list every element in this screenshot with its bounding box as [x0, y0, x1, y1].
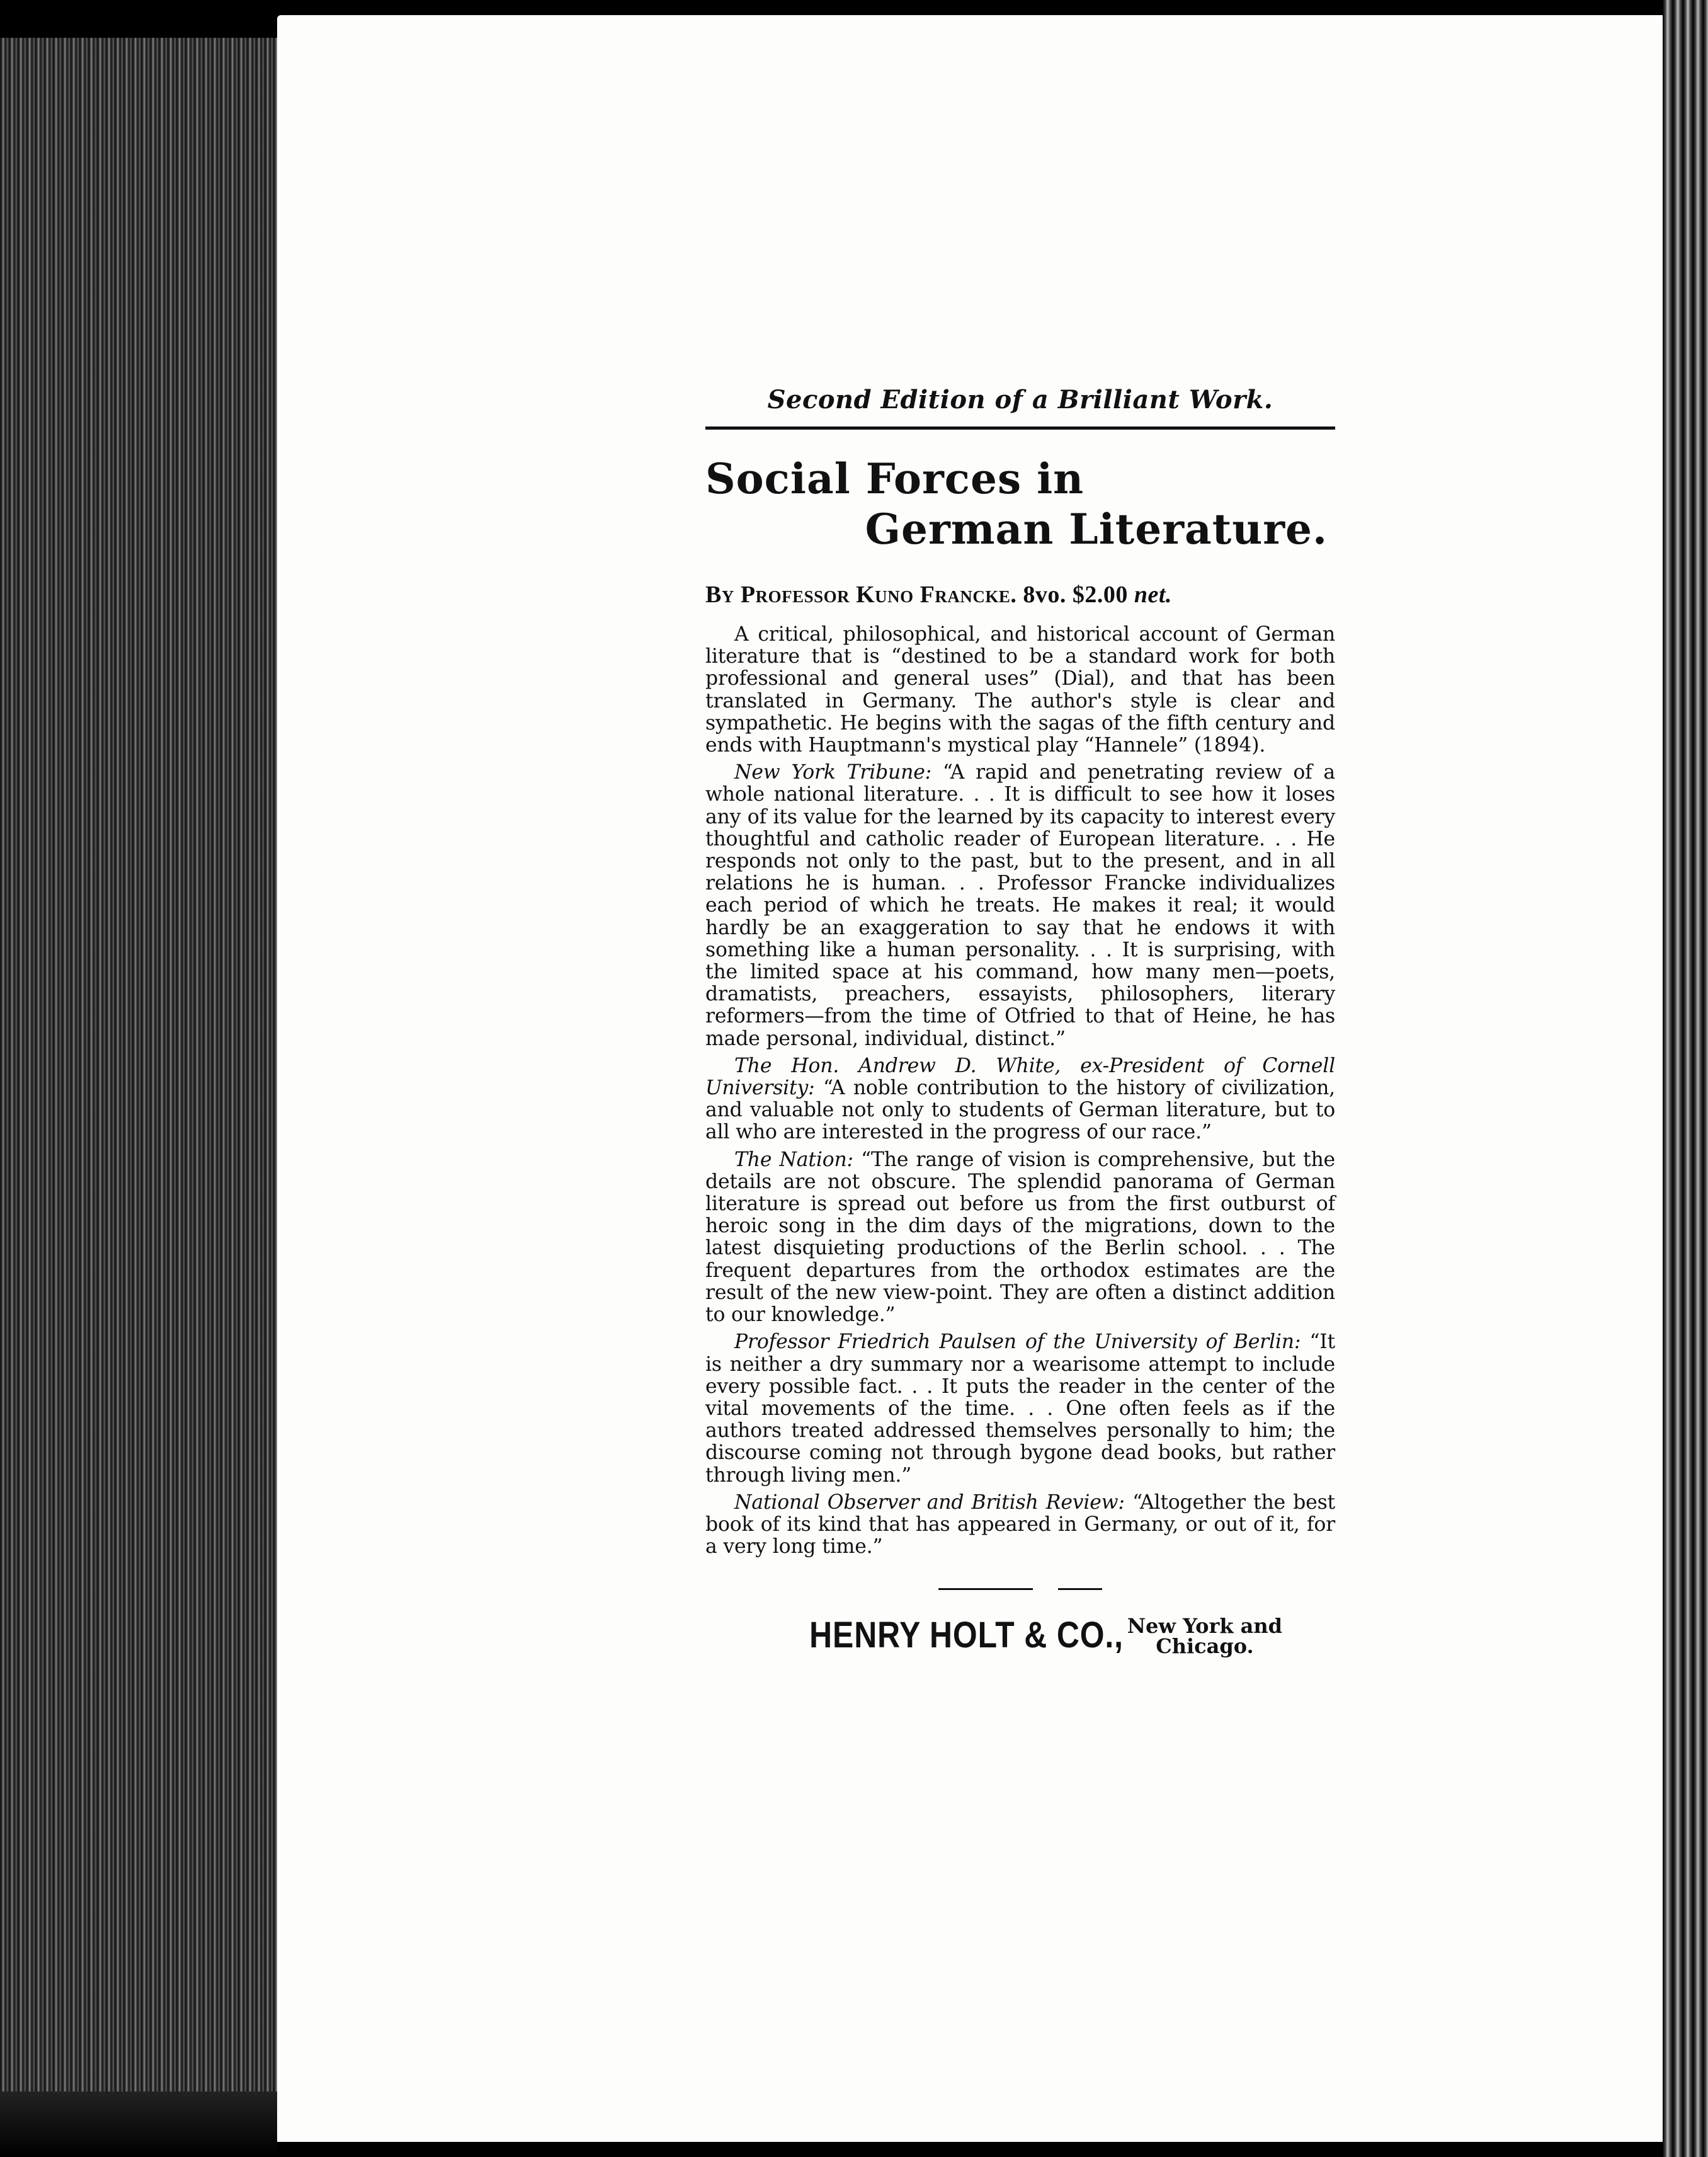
publisher-city [1127, 1614, 1283, 1659]
paragraph-review [705, 1055, 1335, 1144]
review-text: “It is neither a dry summary nor a wearisome attempt to include every possible fact. . . It puts the reader in the center of the vital movements of the time. . . One often feels as if the authors treated addressed themselves personally to him; the discourse coming not through bygone dead books, but rather through living men.” [705, 1330, 1335, 1487]
paragraph-description [705, 624, 1335, 757]
byline-author: Professor Kuno Francke. [740, 581, 1017, 608]
publisher-city-line2: Chicago. [1156, 1634, 1254, 1659]
paragraph-review [705, 1492, 1335, 1559]
book-page-edges [0, 0, 277, 2157]
publisher-city-line1: New York and [1127, 1614, 1283, 1639]
review-source: The Hon. Andrew D. White, ex-President of Cornell University: [705, 1054, 1335, 1100]
advertisement [705, 381, 1335, 1657]
edition-heading: Second Edition of a Brilliant Work. [767, 385, 1273, 415]
review-text: “The range of vision is comprehensive, but the details are not obscure. The splendid panorama of German literature is spread out before us from the first outburst of heroic song in the dim days of the migrations, down to the latest disquieting productions of the Berlin school. . . The frequent departures from the orthodox estimates are the result of the new view-point. They are often a distinct addition to our knowledge.” [705, 1148, 1335, 1327]
paragraph-review [705, 1331, 1335, 1486]
divider-rule [938, 1577, 1102, 1602]
review-source: National Observer and British Review: [734, 1490, 1125, 1514]
review-source: New York Tribune: [734, 761, 932, 784]
byline-prefix: By [705, 581, 734, 608]
book-edge-shadow-bottom [0, 2091, 277, 2157]
divider-long [938, 1588, 1033, 1590]
review-text: “Altogether the best book of its kind that has appeared in Germany, or out of it, for a very long time.” [705, 1490, 1336, 1559]
book-title-line1: Social Forces in [705, 454, 1085, 503]
paragraph-text: A critical, philosophical, and historical account of German literature that is “destined to be a standard work for both professional and general uses” (Dial), and that has been translated in Germany. The author's style is clear and sympathetic. He begins with the sagas of the fifth century and ends with Hauptmann's mystical play “Hannele” (1894). [705, 623, 1335, 757]
publisher-imprint [705, 1613, 1335, 1657]
review-source: Professor Friedrich Paulsen of the University of Berlin: [734, 1330, 1301, 1354]
publisher-name: HENRY HOLT & CO., [809, 1615, 1124, 1656]
book-title-line2: German Literature. [865, 505, 1328, 554]
review-text: “A noble contribution to the history of civilization, and valuable not only to students of German literature, but to all who are interested in the progress of our race.” [705, 1077, 1335, 1144]
byline-format: 8vo. [1023, 581, 1066, 608]
byline-price: $2.00 [1072, 581, 1128, 608]
review-body [705, 624, 1335, 1558]
right-page-edge [1663, 0, 1708, 2157]
heading-rule [705, 426, 1335, 430]
paragraph-review [705, 1149, 1335, 1327]
paragraph-review [705, 762, 1335, 1050]
divider-short [1058, 1588, 1102, 1590]
byline-net: net. [1134, 581, 1172, 608]
review-source: The Nation: [734, 1148, 853, 1171]
byline [705, 580, 1335, 610]
book-edge-shadow-top [0, 0, 277, 38]
review-text: “A rapid and penetrating review of a whole national literature. . . It is difficult to see how it loses any of its value for the learned by its capacity to interest every thoughtful and catholic reader of European literature. . . He responds not only to the past, but to the present, and in all relations he is human. . . Professor Francke individualizes each period of which he treats. He makes it real; it would hardly be an exaggeration to say that he endows it with something like a human personality. . . It is surprising, with the limited space at his command, how many men—poets, dramatists, preachers, essayists, philosophers, literary reformers—from the time of Otfried to that of Heine, he has made personal, individual, distinct.” [705, 761, 1335, 1050]
